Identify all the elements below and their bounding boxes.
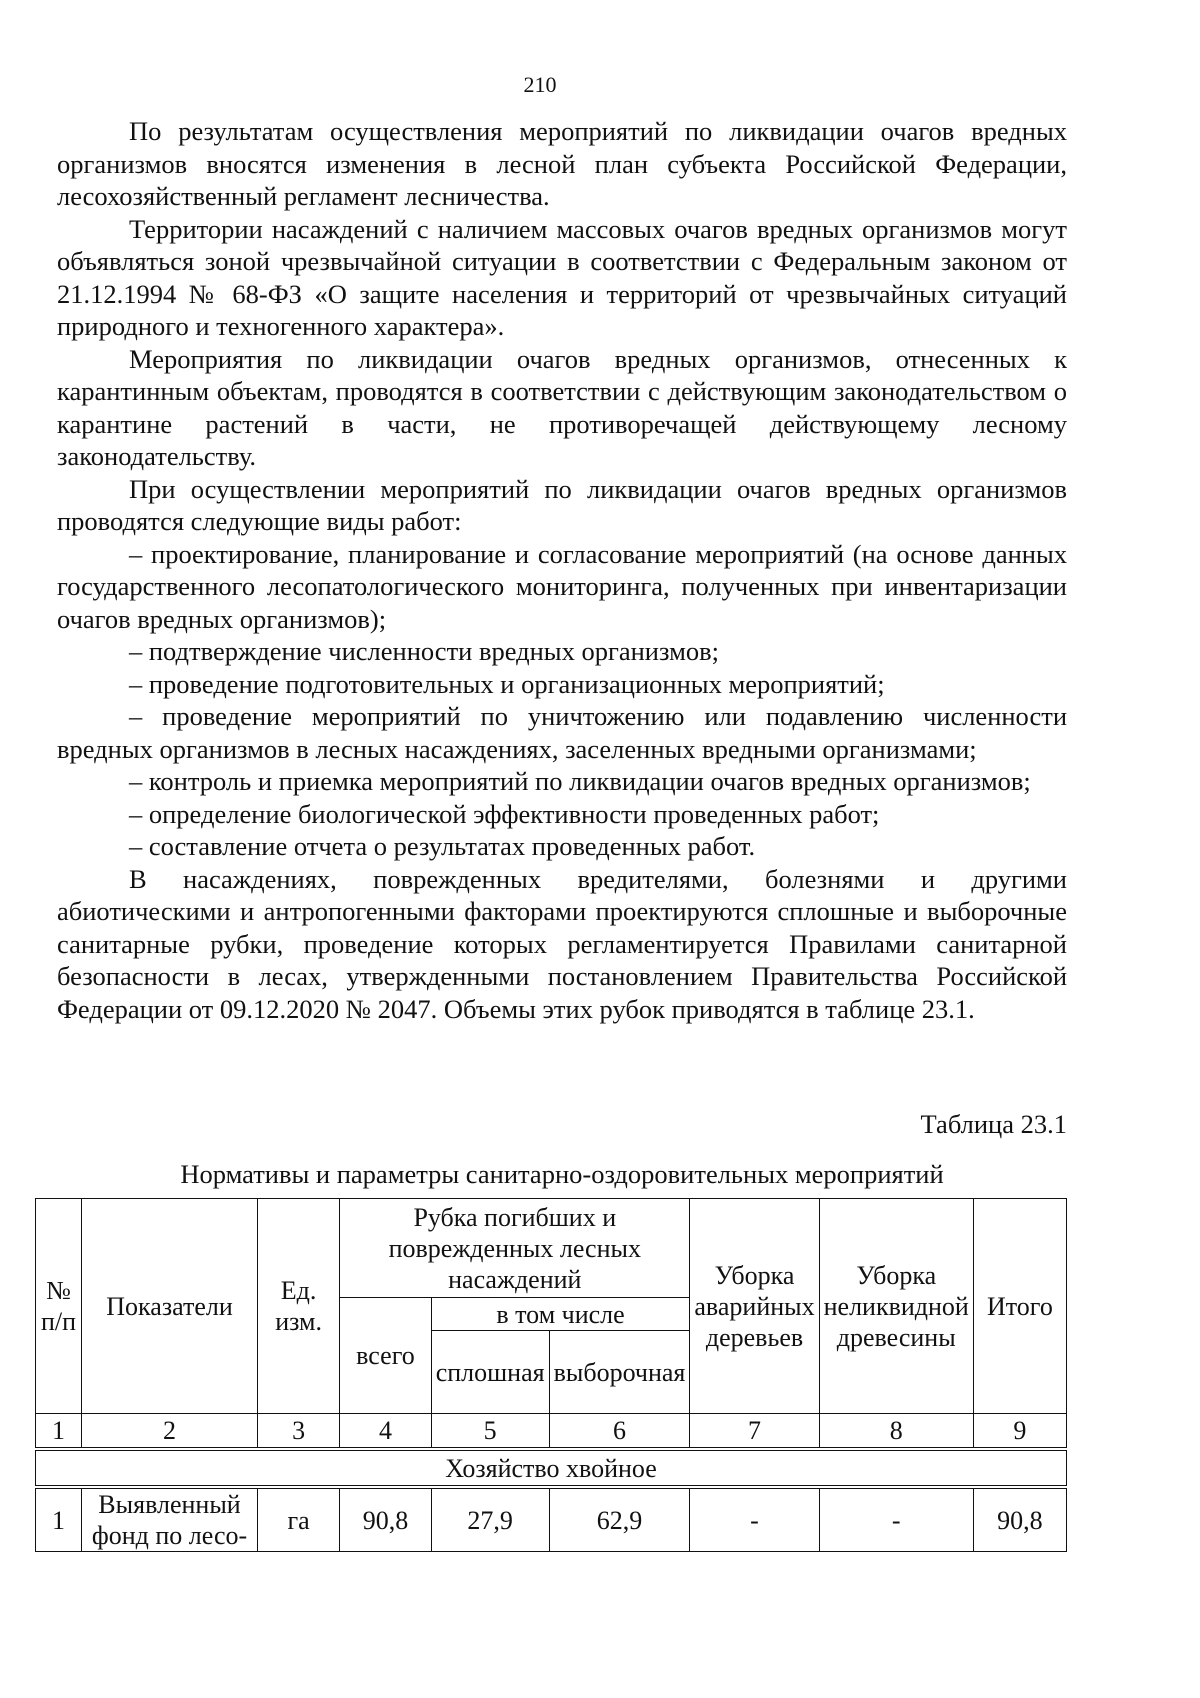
paragraph: Территории насаждений с наличием массовых очагов вредных организмов могут объявляться зоной чрезвычайной ситуации в соответствии с Федеральным законом от 21.12.1994 № 68-ФЗ «О защите населения и территорий от чрезвычайных ситуаций природного и техногенного характера». bbox=[57, 213, 1067, 341]
header-indicators: Показатели bbox=[82, 1199, 258, 1414]
column-number: 7 bbox=[690, 1414, 819, 1450]
header-unit: Ед. изм. bbox=[258, 1199, 340, 1414]
row-total: 90,8 bbox=[973, 1487, 1066, 1552]
column-number: 6 bbox=[549, 1414, 690, 1450]
paragraph: По результатам осуществления мероприятий по ликвидации очагов вредных организмов вносятся изменения в лесной план субъекта Российской Федерации, лесохозяйственный регламент лесничества. bbox=[57, 116, 1067, 211]
row-unit: га bbox=[258, 1487, 340, 1552]
column-number: 9 bbox=[973, 1414, 1066, 1450]
section-row bbox=[36, 1449, 1067, 1487]
section-title: Хозяйство хвойное bbox=[36, 1449, 1067, 1487]
table-row bbox=[36, 1487, 1067, 1552]
header-selective: выборочная bbox=[549, 1331, 690, 1414]
row-clear: 27,9 bbox=[431, 1487, 549, 1552]
column-number: 1 bbox=[36, 1414, 82, 1450]
row-total-felling: 90,8 bbox=[340, 1487, 432, 1552]
row-num: 1 bbox=[36, 1487, 82, 1552]
list-item: – проведение подготовительных и организационных мероприятий; bbox=[129, 668, 885, 699]
list-item: – составление отчета о результатах проведенных работ. bbox=[129, 831, 756, 861]
column-number: 4 bbox=[340, 1414, 432, 1450]
header-num: № п/п bbox=[36, 1199, 82, 1414]
column-number: 8 bbox=[819, 1414, 973, 1450]
table-header-row bbox=[36, 1199, 1067, 1298]
paragraph: При осуществлении мероприятий по ликвидации очагов вредных организмов проводятся следующие виды работ: bbox=[57, 473, 1067, 536]
header-total: Итого bbox=[973, 1199, 1066, 1414]
row-illiquid-wood: - bbox=[819, 1487, 973, 1552]
list-item: – проектирование, планирование и согласование мероприятий (на основе данных государственного лесопатологического мониторинга, полученных при инвентаризации очагов вредных организмов); bbox=[57, 538, 1067, 634]
list-item: – контроль и приемка мероприятий по ликвидации очагов вредных организмов; bbox=[129, 766, 1031, 796]
paragraph: Мероприятия по ликвидации очагов вредных организмов, отнесенных к карантинным объектам, проводятся в соответствии с действующим законодательством о карантине растений в части, не противоречащей действующему лесному законодательству. bbox=[57, 343, 1067, 471]
body-text bbox=[57, 115, 1067, 1025]
row-selective: 62,9 bbox=[549, 1487, 690, 1552]
header-including: в том числе bbox=[431, 1298, 690, 1331]
sanitary-measures-table bbox=[35, 1198, 1067, 1552]
column-number: 3 bbox=[258, 1414, 340, 1450]
list-item: – подтверждение численности вредных организмов; bbox=[129, 636, 719, 666]
row-indicator: Выявленный фонд по лесо- bbox=[82, 1487, 258, 1552]
header-felling: Рубка погибших и поврежденных лесных насаждений bbox=[340, 1199, 690, 1298]
table-label: Таблица 23.1 bbox=[920, 1109, 1067, 1139]
header-total-felling: всего bbox=[340, 1298, 432, 1414]
paragraph: В насаждениях, поврежденных вредителями, болезнями и другими абиотическими и антропогенными факторами проектируются сплошные и выборочные санитарные рубки, проведение которых регламентируется Правилами санитарной безопасности в лесах, утвержденными постановлением Правительства Российской Федерации от 09.12.2020 № 2047. Объемы этих рубок приводятся в таблице 23.1. bbox=[57, 863, 1067, 1024]
column-number: 2 bbox=[82, 1414, 258, 1450]
header-emergency-trees: Уборка аварийных деревьев bbox=[690, 1199, 819, 1414]
column-numbers-row bbox=[36, 1414, 1067, 1450]
page-number: 210 bbox=[523, 72, 557, 97]
column-number: 5 bbox=[431, 1414, 549, 1450]
header-clear: сплошная bbox=[431, 1331, 549, 1414]
row-emergency-trees: - bbox=[690, 1487, 819, 1552]
list-item: – проведение мероприятий по уничтожению или подавлению численности вредных организмов в лесных насаждениях, заселенных вредными организмами; bbox=[57, 701, 1067, 764]
header-illiquid-wood: Уборка неликвидной древесины bbox=[819, 1199, 973, 1414]
list-item: – определение биологической эффективности проведенных работ; bbox=[129, 798, 880, 829]
table-title: Нормативы и параметры санитарно-оздоровительных мероприятий bbox=[180, 1159, 944, 1189]
